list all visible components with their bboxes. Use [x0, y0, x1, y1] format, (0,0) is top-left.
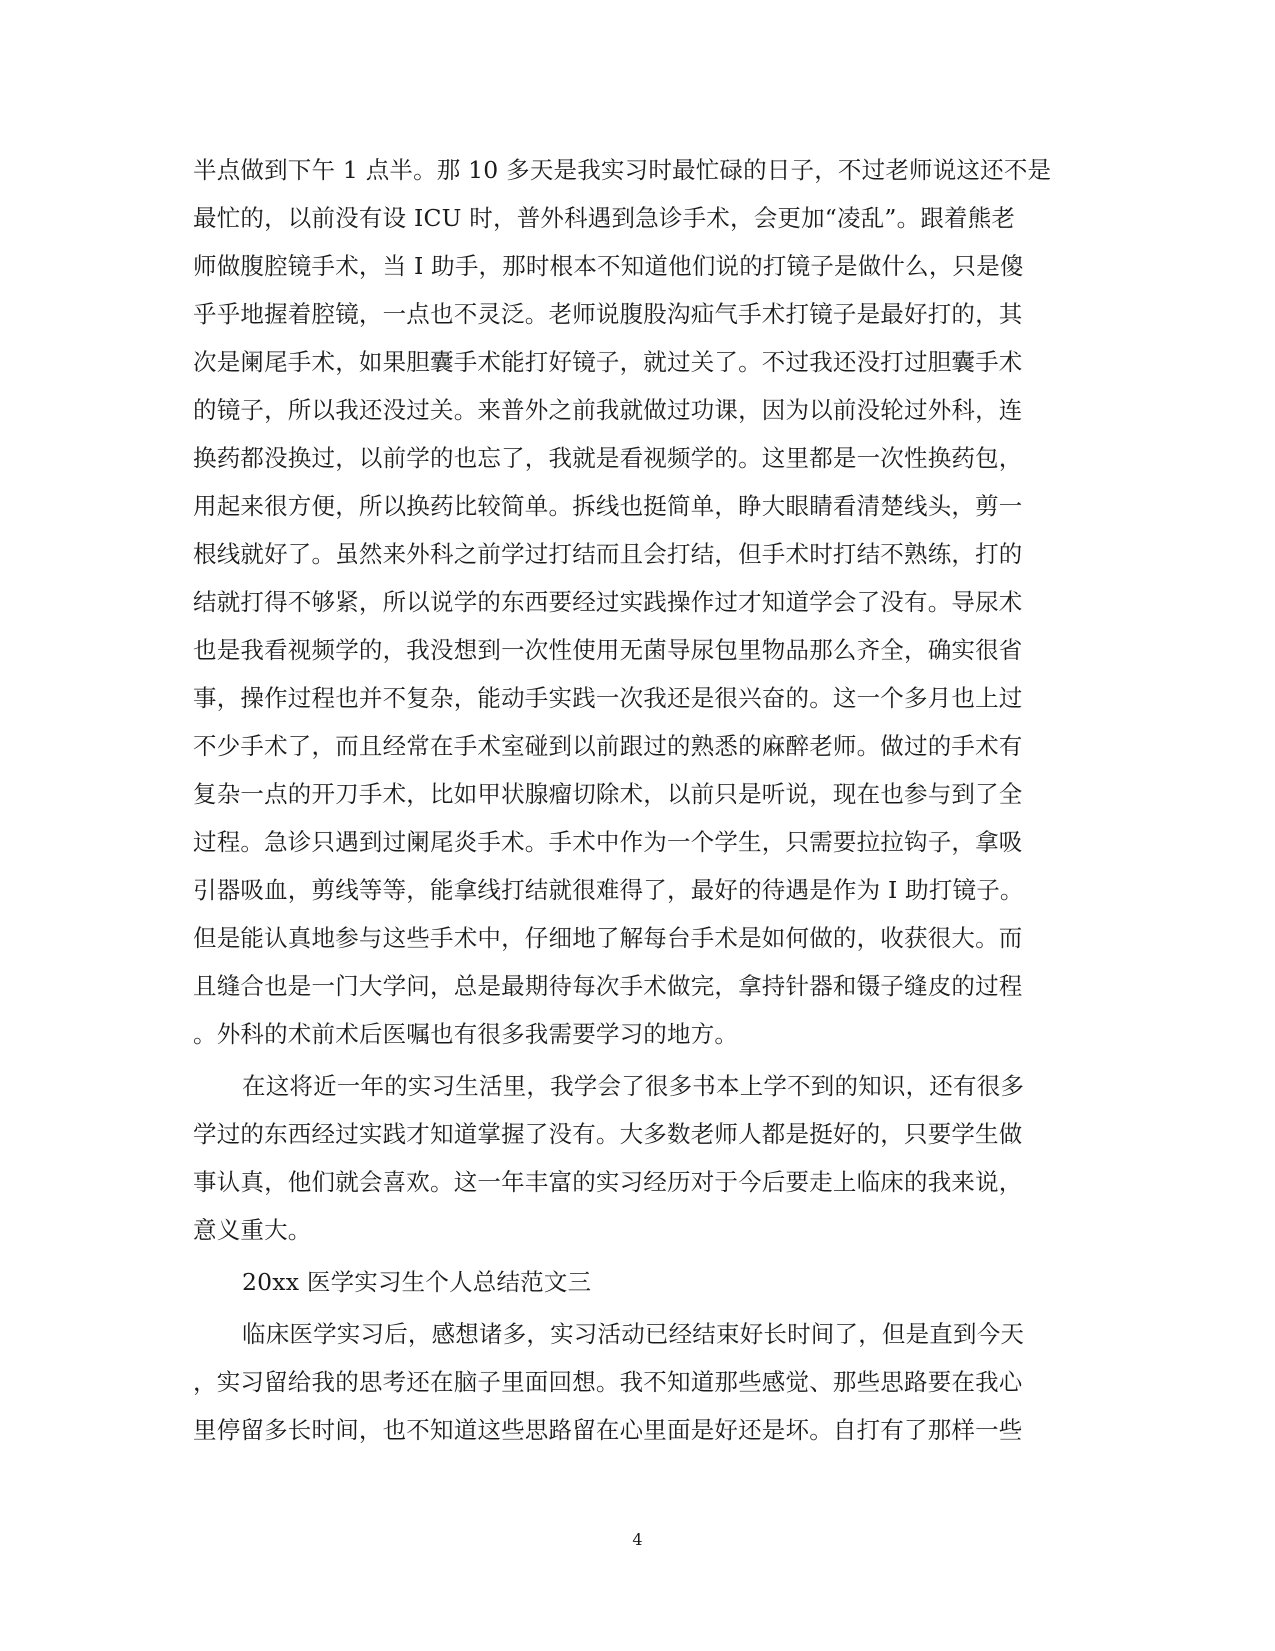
body-text-line: 师做腹腔镜手术，当 I 助手，那时根本不知道他们说的打镜子是做什么，只是傻 [193, 252, 1024, 280]
body-text-line: 的镜子，所以我还没过关。来普外之前我就做过功课，因为以前没轮过外科，连 [193, 396, 1023, 424]
body-text-line: 不少手术了，而且经常在手术室碰到以前跟过的熟悉的麻醉老师。做过的手术有 [193, 732, 1023, 760]
body-text-line: 事认真，他们就会喜欢。这一年丰富的实习经历对于今后要走上临床的我来说， [193, 1168, 1023, 1196]
body-text-line: 最忙的，以前没有设 ICU 时，普外科遇到急诊手术，会更加“凌乱”。跟着熊老 [193, 204, 1016, 232]
body-text-line: 但是能认真地参与这些手术中，仔细地了解每台手术是如何做的，收获很大。而 [193, 924, 1023, 952]
body-text-line: 次是阑尾手术，如果胆囊手术能打好镜子，就过关了。不过我还没打过胆囊手术 [193, 348, 1023, 376]
body-text-line: 学过的东西经过实践才知道掌握了没有。大多数老师人都是挺好的，只要学生做 [193, 1120, 1023, 1148]
body-text-line: 结就打得不够紧，所以说学的东西要经过实践操作过才知道学会了没有。导尿术 [193, 588, 1023, 616]
body-text-line: 意义重大。 [193, 1216, 312, 1244]
body-text-line: 根线就好了。虽然来外科之前学过打结而且会打结，但手术时打结不熟练，打的 [193, 540, 1023, 568]
body-text-line: ，实习留给我的思考还在脑子里面回想。我不知道那些感觉、那些思路要在我心 [193, 1368, 1023, 1396]
body-text-line: 事，操作过程也并不复杂，能动手实践一次我还是很兴奋的。这一个多月也上过 [193, 684, 1023, 712]
body-text-line: 过程。急诊只遇到过阑尾炎手术。手术中作为一个学生，只需要拉拉钩子，拿吸 [193, 828, 1023, 856]
body-text-line: 用起来很方便，所以换药比较简单。拆线也挺简单，睁大眼睛看清楚线头，剪一 [193, 492, 1023, 520]
body-text-line: 也是我看视频学的，我没想到一次性使用无菌导尿包里物品那么齐全，确实很省 [193, 636, 1023, 664]
body-text-line: 。外科的术前术后医嘱也有很多我需要学习的地方。 [193, 1020, 739, 1048]
body-text-line: 换药都没换过，以前学的也忘了，我就是看视频学的。这里都是一次性换药包， [193, 444, 1023, 472]
section-heading: 20xx 医学实习生个人总结范文三 [242, 1268, 592, 1296]
body-text-line: 里停留多长时间，也不知道这些思路留在心里面是好还是坏。自打有了那样一些 [193, 1416, 1023, 1444]
body-text-line: 乎乎地握着腔镜，一点也不灵泛。老师说腹股沟疝气手术打镜子是最好打的，其 [193, 300, 1023, 328]
paragraph-first-line: 在这将近一年的实习生活里，我学会了很多书本上学不到的知识，还有很多 [242, 1072, 1025, 1100]
paragraph-first-line: 临床医学实习后，感想诸多，实习活动已经结束好长时间了，但是直到今天 [242, 1320, 1025, 1348]
body-text-line: 复杂一点的开刀手术，比如甲状腺瘤切除术，以前只是听说，现在也参与到了全 [193, 780, 1023, 808]
body-text-line: 引器吸血，剪线等等，能拿线打结就很难得了，最好的待遇是作为 I 助打镜子。 [193, 876, 1024, 904]
page-number: 4 [632, 1530, 643, 1549]
body-text-line: 且缝合也是一门大学问，总是最期待每次手术做完，拿持针器和镊子缝皮的过程 [193, 972, 1023, 1000]
body-text-line: 半点做到下午 1 点半。那 10 多天是我实习时最忙碌的日子，不过老师说这还不是 [193, 156, 1052, 184]
